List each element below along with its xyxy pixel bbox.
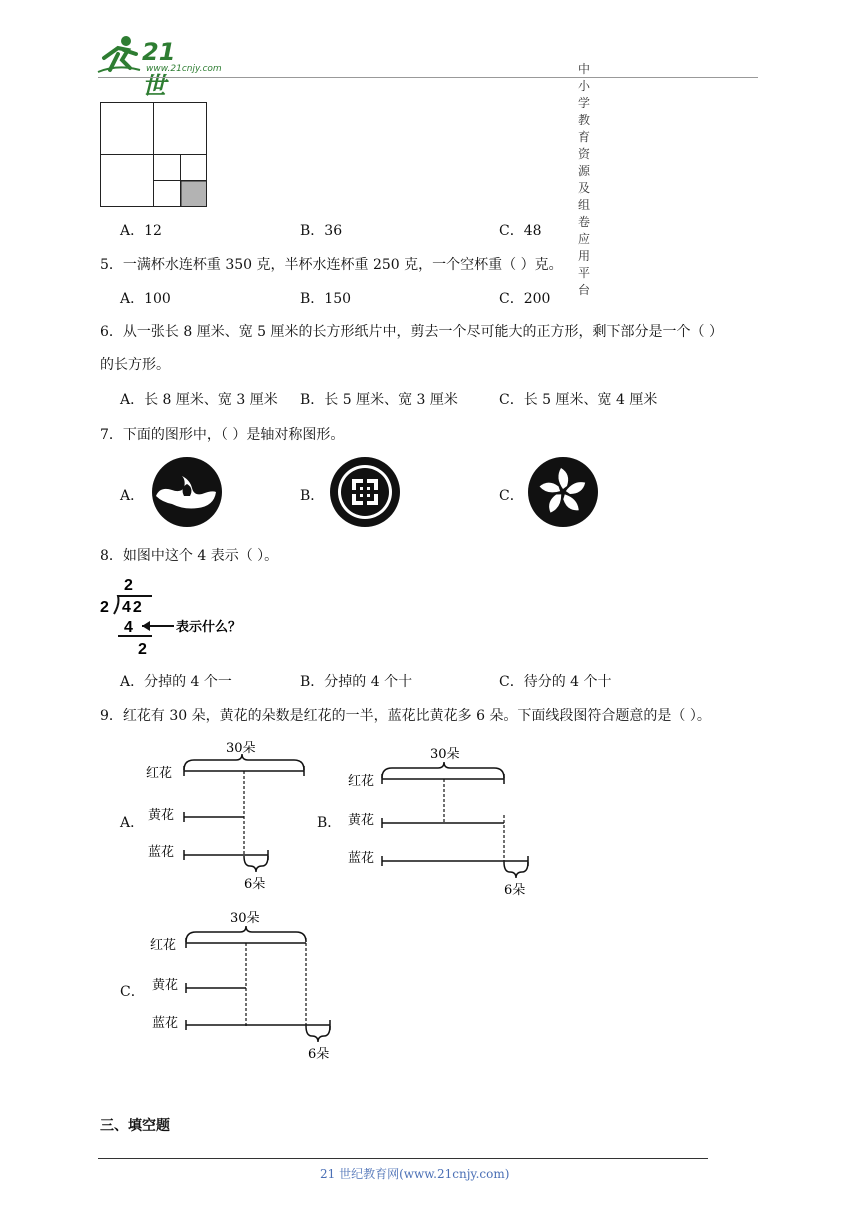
q9-diagram-b [346, 742, 536, 898]
q6-text-line1: 6．从一张长 8 厘米、宽 5 厘米的长方形纸片中，剪去一个尽可能大的正方形，剩下部分是一个（ ） [100, 324, 723, 340]
q8-remainder: 2 [138, 641, 147, 658]
q7-option-c[interactable]: C． [499, 488, 524, 504]
q7-option-a[interactable]: A． [120, 488, 145, 504]
q9-diagram-a [144, 738, 314, 893]
q9-a-blue-label: 蓝花 [148, 845, 175, 860]
q9-a-red-label: 红花 [146, 766, 173, 781]
q5-option-c[interactable]: C．200 [499, 291, 551, 307]
q9-b-blue-label: 蓝花 [348, 851, 375, 866]
platform-title: 中小学教育资源及组卷应用平台 [578, 62, 591, 297]
q9-option-a[interactable]: A． [120, 815, 145, 831]
q9-b-yellow-label: 黄花 [348, 813, 375, 828]
q8-option-b[interactable]: B．分掉的 4 个十 [300, 674, 413, 690]
q5-text: 5．一满杯水连杯重 350 克，半杯水连杯重 250 克，一个空杯重（ ）克。 [100, 257, 563, 273]
q9-a-total-label: 30朵 [226, 741, 256, 756]
footer-divider [98, 1158, 708, 1159]
q4-square-figure [100, 102, 208, 208]
q5-option-a[interactable]: A．100 [120, 291, 171, 307]
q9-a-diff-label: 6朵 [244, 877, 266, 892]
logo-text: 21世 [142, 38, 176, 100]
q8-product: 4 [124, 619, 133, 636]
q9-b-diff-label: 6朵 [504, 883, 526, 898]
q8-option-c[interactable]: C．待分的 4 个十 [499, 674, 612, 690]
q9-b-red-label: 红花 [348, 774, 375, 789]
q4-option-b[interactable]: B．36 [300, 223, 343, 239]
q9-option-b[interactable]: B． [317, 815, 342, 831]
section-fill-blank-title: 三、填空题 [100, 1118, 170, 1134]
q8-quotient: 2 [124, 577, 133, 594]
q6-option-c[interactable]: C．长 5 厘米、宽 4 厘米 [499, 392, 658, 408]
q9-a-yellow-label: 黄花 [148, 808, 175, 823]
q9-diagram-c [148, 906, 348, 1062]
q9-text: 9．红花有 30 朵，黄花的朵数是红花的一半，蓝花比黄花多 6 朵。下面线段图符合题意的是（ ）。 [100, 708, 711, 724]
logo-runner-icon [96, 34, 142, 76]
q8-long-division-figure [98, 574, 258, 658]
q8-text: 8．如图中这个 4 表示（ ）。 [100, 548, 279, 564]
q8-dividend: 42 [122, 599, 144, 616]
q9-c-total-label: 30朵 [230, 911, 260, 926]
q7-logo-c-bauhinia-icon [526, 456, 600, 528]
q9-option-c[interactable]: C． [120, 984, 145, 1000]
q6-option-b[interactable]: B．长 5 厘米、宽 3 厘米 [300, 392, 458, 408]
q4-option-c[interactable]: C．48 [499, 223, 542, 239]
q9-c-yellow-label: 黄花 [152, 978, 179, 993]
footer-text: 21 世纪教育网(www.21cnjy.com) [320, 1167, 510, 1181]
q9-c-diff-label: 6朵 [308, 1047, 330, 1062]
q6-option-a[interactable]: A．长 8 厘米、宽 3 厘米 [120, 392, 278, 408]
q7-option-b[interactable]: B． [300, 488, 325, 504]
q7-logo-a-icon [150, 456, 224, 528]
header-divider [98, 77, 758, 78]
q4-option-a[interactable]: A．12 [120, 223, 162, 239]
q8-option-a[interactable]: A．分掉的 4 个一 [120, 674, 232, 690]
q8-annotation: 表示什么？ [176, 620, 242, 635]
q9-b-total-label: 30朵 [430, 747, 460, 762]
q8-divisor: 2 [100, 599, 109, 616]
q9-c-blue-label: 蓝花 [152, 1016, 179, 1031]
q5-option-b[interactable]: B．150 [300, 291, 352, 307]
logo-url: www.21cnjy.com [146, 64, 222, 74]
q7-logo-b-icon [328, 456, 402, 528]
q6-text-line2: 的长方形。 [100, 357, 170, 373]
q7-text: 7．下面的图形中，（ ）是轴对称图形。 [100, 427, 345, 443]
q9-c-red-label: 红花 [150, 938, 177, 953]
